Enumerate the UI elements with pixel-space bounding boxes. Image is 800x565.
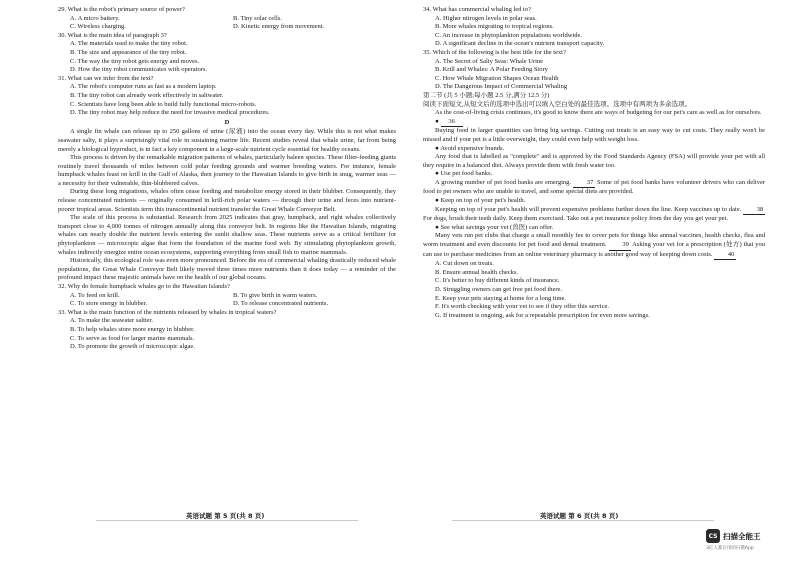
cloze-option-c: C. It's better to buy different kinds of insurance. [435, 277, 560, 285]
q35-option-d: D. The Dangerous Impact of Commercial Whaling [435, 83, 568, 91]
q30-option-c: C. The way the tiny robot gets energy and moves. [70, 57, 200, 65]
cloze-option-d: D. Struggling owners can get free pet food there. [435, 286, 563, 293]
q29-options [58, 15, 396, 24]
q33-option-a: A. To make the seawater saltier. [70, 317, 153, 325]
scanner-app-name: 扫描全能王 [723, 531, 761, 541]
q35-stem: 35. Which of the following is the best title for the text? [423, 48, 566, 56]
q31-option-a: A. The robot's computer runs as fast as a modern laptop. [70, 83, 217, 91]
p38-text-b: For dogs, brush their teeth daily. Keep them exercised. Take out a pet insurance policy from the day you get your pet. [423, 215, 728, 223]
q29-option-d: D. Kinetic energy from movement. [233, 23, 325, 31]
blank-40: 40 [714, 251, 736, 261]
q33-option-c: C. To serve as food for larger marine mammals. [70, 334, 195, 342]
q30-option-a: A. The materials used to make the tiny robot. [70, 40, 188, 48]
blank-38: 38 [743, 206, 765, 216]
q31-stem: 31. What can we infer from the text? [58, 74, 154, 82]
q29-option-b: B. Tiny solar cells. [233, 14, 282, 22]
q32-stem: 32. Why do female humpback whales go to the Hawaiian Islands? [58, 283, 230, 290]
section-d-heading: D [224, 118, 230, 126]
scanner-tagline: 3亿人都在用的扫描App [706, 546, 754, 551]
passage-paragraph-5: Historically, this ecological role was even more pronounced. Before the era of commercial whaling drastically reduced whale populations, the Great Whale Conveyor Belt likely moved three times more nutrients than it does today — a reminder of the profound impact these majestic animals have on the health of our global oceans. [58, 257, 396, 282]
q32-option-c: C. To store energy in blubber. [70, 300, 148, 308]
q34-stem: 34. What has commercial whaling led to? [423, 6, 531, 13]
p37-text-a: A growing number of pet food banks are emerging. [435, 178, 572, 186]
cloze-heading-health: ● Keep on top of your pet's health. [435, 197, 526, 205]
q34-option-c: C. An increase in phytoplankton populations worldwide. [435, 31, 582, 39]
q34-option-b: B. More whales migrating to tropical regions. [435, 23, 554, 31]
left-page-column [58, 6, 396, 352]
p39-text-a: Many vets run pet clubs that charge a small monthly fee to cover pets for things like annual vaccines, health checks, flea and worm treatment and even discounts for pet food and dental treatment. [423, 232, 765, 249]
blank-37: 37 [573, 179, 595, 189]
cloze-paragraph-39 [423, 232, 765, 260]
right-page-column [423, 6, 765, 320]
q30-option-b: B. The size and appearance of the tiny robot. [70, 48, 187, 56]
cloze-option-g: G. If treatment is ongoing, ask for a repeatable prescription for even more savings. [435, 311, 650, 319]
q33-option-b: B. To help whales store more energy in blubber. [70, 325, 195, 333]
q34-option-d: D. A significant decline in the ocean's nutrient transport capacity. [435, 40, 605, 48]
q34-option-a: A. Higher nitrogen levels in polar seas. [435, 14, 537, 22]
cloze-option-b: B. Ensure annual health checks. [435, 268, 519, 276]
cloze-heading-food-banks: ● Use pet food banks. [435, 170, 493, 178]
q35-option-b: B. Krill and Whales: A Polar Feeding Story [435, 66, 548, 74]
cloze-option-f: F. It's worth checking with your vet to see if they offer this service. [435, 303, 610, 311]
cloze-heading-brands: ● Avoid expensive brands. [435, 144, 505, 152]
q30-option-d: D. How the tiny robot communicates with operators. [70, 66, 208, 74]
passage-paragraph-4: The scale of this process is substantial. Research from 2025 indicates that gray, humpback, and right whales collectively transport close to 4,000 tonnes of nitrogen annually along this conveyor belt. In regions like the Hawaiian Islands, migrating whales can nearly double the nutrient levels entering the sunlit shallow seas. These nutrients serve as a critical fertilizer for phytoplankton — microscopic algae that form the foundation of the marine food web. By stimulating phytoplankton growth, whales indirectly energize entire ocean ecosystems, supporting everything from small fish to marine mammals. [58, 214, 396, 256]
cloze-option-e: E. Keep your pets staying at home for a long time. [435, 294, 567, 302]
q32-options [58, 292, 396, 301]
passage-paragraph-3: During these long migrations, whales often cease feeding and metabolize energy stored in their blubber. Consequently, they release concentrated nutrients — originally consumed in krill-rich polar waters — through their urine and feces into nutrient-poorer tropical areas. Scientists term this transcontinental nutrient transfer the Great Whale Conveyor Belt. [58, 188, 396, 213]
left-page-footer: 英语试题 第 5 页(共 8 页) [186, 512, 265, 520]
p39-text-b: Asking your vet for a prescription (处方) that you can use to purchase medicines from an online veterinary pharmacy is another good way of keeping down costs. [423, 241, 765, 258]
q31-option-b: B. The tiny robot can already work effectively in saltwater. [70, 91, 224, 99]
q29-options [58, 23, 396, 32]
p38-text-a: Keeping on top of your pet's health will prevent expensive problems further down the line. Keep vaccines up to date. [435, 205, 742, 213]
q32-option-a: A. To feed on krill. [70, 291, 120, 299]
section-two-instruction: 阅读下面短文,从短文后的选项中选出可以填入空白处的最佳选项。选项中有两项为多余选项。 [423, 100, 692, 108]
blank-36: 36 [441, 118, 463, 128]
cloze-heading-36: ● 36 [423, 118, 765, 128]
camscanner-logo-icon: CS [706, 529, 720, 543]
q30-stem: 30. What is the main idea of paragraph 3? [58, 31, 167, 39]
blank-39: 39 [609, 241, 631, 251]
q33-option-d: D. To promote the growth of microscopic algae. [70, 343, 195, 351]
left-footer-rule [96, 520, 358, 521]
q32-option-d: D. To release concentrated nutrients. [233, 300, 329, 308]
right-footer-rule [452, 520, 714, 521]
cloze-paragraph-brands: Any food that is labelled as "complete" and is approved by the Food Standards Agency (FSA) will provide your pet with all they require in a balanced diet. Always provide them with fresh water too. [423, 153, 765, 169]
cloze-paragraph-37 [423, 179, 765, 197]
q29-option-c: C. Wireless charging. [70, 23, 126, 31]
q29-stem: 29. What is the robot's primary source of power? [58, 6, 185, 13]
cloze-heading-vet: ● See what savings your vet (兽医) can offer. [435, 223, 554, 231]
right-page-footer: 英语试题 第 6 页(共 8 页) [540, 512, 619, 520]
q33-stem: 33. What is the main function of the nutrients released by whales in tropical waters? [58, 308, 277, 316]
cloze-option-a: A. Cut down on treats. [435, 260, 494, 268]
cloze-paragraph-36: Buying food in larger quantities can bring big savings. Cutting out treats is an easy way to cut costs. They really won't be missed and if your pet is a little overweight, they could even help with weight loss. [423, 127, 765, 143]
q35-option-a: A. The Secret of Salty Seas: Whale Urine [435, 57, 544, 65]
section-two-title: 第二节 (共 5 小题;每小题 2.5 分,满分 12.5 分) [423, 91, 550, 99]
q31-option-d: D. The tiny robot may help reduce the need for invasive medical procedures. [70, 109, 270, 117]
cloze-paragraph-38 [423, 206, 765, 224]
cloze-intro: As the cost-of-living crisis continues, it's good to know there are ways of budgeting for our pet's care as well as for ourselves. [435, 109, 762, 117]
q32-option-b: B. To give birth in warm waters. [233, 291, 318, 299]
passage-paragraph-2: This process is driven by the remarkable migration patterns of whales, particularly baleen species. These filter-feeding giants routinely travel thousands of miles between cold polar feeding grounds and warmer breeding waters. For instance, female humpback whales feast on krill in the Gulf of Alaska, then journey to the Hawaiian Islands to give birth in snug, warmer seas — a necessity for their vulnerable, thin-blubbered calves. [58, 154, 396, 187]
q35-option-c: C. How Whale Migration Shapes Ocean Health [435, 74, 559, 82]
passage-paragraph-1: A single fin whale can release up to 250 gallons of urine (尿液) into the ocean every day. While this is not what makes seawater salty, it plays a surprisingly vital role in sustaining marine life. Recent studies reveal that whale urine, far from being merely a biological byproduct, is in fact a key component in a large-scale nutrient cycle essential for healthy oceans. [58, 128, 396, 153]
scanner-watermark [706, 529, 761, 543]
p37-text-b: Some of pet food banks have volunteer drivers who can deliver food to pet owners who are unable to travel, and some special diets are provided. [423, 178, 766, 196]
q31-option-c: C. Scientists have long been able to build fully functional micro-robots. [70, 100, 257, 108]
q32-options [58, 300, 396, 309]
q29-option-a: A. A micro battery. [70, 14, 120, 22]
